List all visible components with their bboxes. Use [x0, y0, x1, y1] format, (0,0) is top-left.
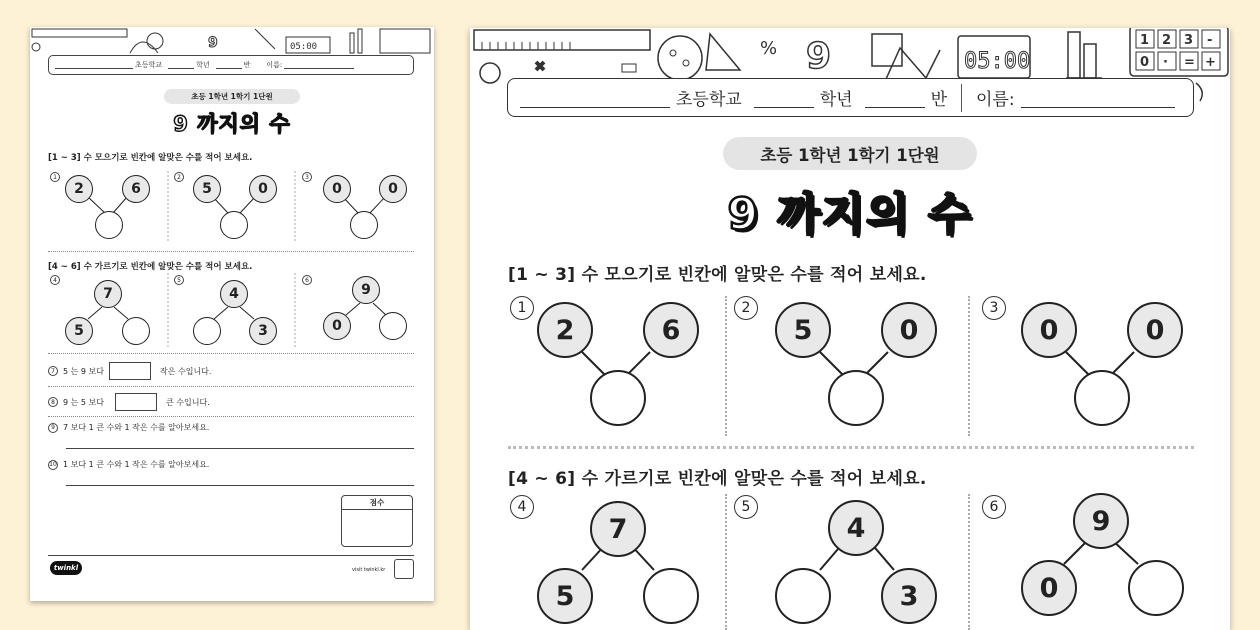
top-number: 9 — [352, 276, 380, 304]
footer-line — [48, 555, 414, 556]
bottom-left-number: 0 — [323, 312, 351, 340]
problem-number-1: 1 — [510, 296, 534, 320]
top-number: 9 — [1073, 493, 1129, 549]
svg-text:-: - — [1207, 33, 1213, 48]
twinkl-logo: twinkl — [50, 561, 82, 575]
problem-number-2: 2 — [734, 296, 758, 320]
answer-circle[interactable] — [590, 370, 646, 426]
question-text: 1 보다 1 큰 수와 1 작은 수를 알아보세요. — [63, 460, 210, 469]
problem-number-6: 6 — [302, 275, 312, 285]
svg-text:1: 1 — [1140, 33, 1150, 48]
grade-label: 학년 — [819, 90, 853, 110]
name-label: 이름: — [266, 61, 283, 69]
column-divider — [968, 296, 970, 436]
score-label: 점수 — [342, 496, 412, 510]
question-text: 9 는 5 보다 — [63, 397, 104, 407]
section2-instruction: [4 ~ 6] 수 가르기로 빈칸에 알맞은 수를 적어 보세요. — [508, 469, 927, 489]
answer-circle[interactable] — [1074, 370, 1130, 426]
name-label: 이름: — [976, 90, 1015, 110]
column-divider — [725, 296, 727, 436]
answer-circle[interactable] — [350, 211, 378, 239]
question-7 — [48, 362, 414, 380]
question-8 — [48, 393, 414, 411]
grade-label: 학년 — [196, 61, 210, 69]
answer-circle[interactable] — [828, 370, 884, 426]
answer-circle[interactable] — [220, 211, 248, 239]
bottom-right-number: 3 — [881, 568, 937, 624]
score-box — [341, 495, 413, 547]
question-text: 7 보다 1 큰 수와 1 작은 수를 알아보세요. — [63, 423, 210, 432]
problem-number-4: 4 — [510, 495, 534, 519]
svg-text:0: 0 — [1140, 55, 1150, 70]
answer-line[interactable] — [66, 448, 414, 449]
problem-number-4: 4 — [50, 275, 60, 285]
top-number: 4 — [220, 280, 248, 308]
top-right-number: 6 — [122, 175, 150, 203]
section-divider — [48, 353, 414, 354]
top-right-number: 0 — [881, 302, 937, 358]
top-left-number: 2 — [65, 175, 93, 203]
answer-line[interactable] — [66, 485, 414, 486]
class-label: 반 — [930, 90, 947, 110]
section-divider — [48, 251, 414, 252]
svg-text:%: % — [760, 38, 778, 59]
top-left-number: 5 — [775, 302, 831, 358]
bottom-left-number: 5 — [537, 568, 593, 624]
top-left-number: 0 — [323, 175, 351, 203]
unit-subtitle: 초등 1학년 1학기 1단원 — [723, 137, 977, 170]
section2-instruction: [4 ~ 6] 수 가르기로 빈칸에 알맞은 수를 적어 보세요. — [48, 262, 253, 272]
top-right-number: 0 — [1127, 302, 1183, 358]
answer-box[interactable] — [109, 362, 151, 380]
question-10 — [48, 459, 414, 470]
section-divider — [508, 446, 1194, 449]
top-left-number: 5 — [193, 175, 221, 203]
problem-number-5: 5 — [734, 495, 758, 519]
row-divider — [48, 416, 414, 417]
column-divider — [725, 494, 727, 630]
problem-number-3: 3 — [302, 172, 312, 182]
top-number: 4 — [828, 500, 884, 556]
problem-number-1: 1 — [50, 172, 60, 182]
unit-subtitle: 초등 1학년 1학기 1단원 — [164, 89, 300, 104]
top-number: 7 — [590, 501, 646, 557]
question-number: 10 — [49, 461, 57, 468]
worksheet-title: 9 까지의 수 — [727, 189, 973, 240]
svg-text:=: = — [1184, 55, 1195, 70]
answer-circle[interactable] — [122, 317, 150, 345]
bottom-left-number: 0 — [1021, 560, 1077, 616]
question-text: 5 는 9 보다 — [63, 366, 104, 376]
answer-circle[interactable] — [379, 312, 407, 340]
class-label: 반 — [243, 61, 251, 69]
svg-text:3: 3 — [1184, 33, 1194, 48]
top-left-number: 0 — [1021, 302, 1077, 358]
top-right-number: 6 — [643, 302, 699, 358]
bottom-right-number: 3 — [249, 317, 277, 345]
question-number: 9 — [48, 423, 58, 433]
question-text: 큰 수입니다. — [166, 397, 210, 407]
svg-text:05:00: 05:00 — [290, 42, 318, 52]
svg-text:+: + — [1205, 55, 1216, 70]
svg-text:9: 9 — [806, 36, 832, 77]
answer-box[interactable] — [115, 393, 157, 411]
school-label: 초등학교 — [676, 90, 742, 110]
answer-circle[interactable] — [1128, 560, 1184, 616]
top-number: 7 — [94, 280, 122, 308]
worksheet-title: 9 까지의 수 — [173, 112, 291, 136]
question-9 — [48, 422, 414, 433]
answer-circle[interactable] — [193, 317, 221, 345]
question-number: 8 — [48, 397, 58, 407]
worksheet-preview-small — [30, 27, 434, 601]
worksheet-preview-large — [470, 28, 1230, 630]
school-label: 초등학교 — [135, 61, 163, 69]
footer-url: visit twinkl.kr — [352, 567, 386, 573]
problem-number-2: 2 — [174, 172, 184, 182]
svg-text:9: 9 — [208, 35, 218, 51]
answer-circle[interactable] — [775, 568, 831, 624]
problem-number-6: 6 — [982, 495, 1006, 519]
top-right-number: 0 — [249, 175, 277, 203]
column-divider — [968, 494, 970, 630]
top-left-number: 2 — [537, 302, 593, 358]
svg-text:2: 2 — [1162, 33, 1172, 48]
question-text: 작은 수입니다. — [160, 366, 212, 376]
section1-instruction: [1 ~ 3] 수 모으기로 빈칸에 알맞은 수를 적어 보세요. — [48, 153, 253, 163]
svg-text:05:00: 05:00 — [964, 49, 1031, 74]
badge-icon — [394, 559, 414, 579]
answer-circle[interactable] — [95, 211, 123, 239]
bottom-left-number: 5 — [65, 317, 93, 345]
answer-circle[interactable] — [643, 568, 699, 624]
top-right-number: 0 — [379, 175, 407, 203]
row-divider — [48, 386, 414, 387]
question-number: 7 — [48, 366, 58, 376]
problem-number-5: 5 — [174, 275, 184, 285]
section1-instruction: [1 ~ 3] 수 모으기로 빈칸에 알맞은 수를 적어 보세요. — [508, 265, 927, 285]
problem-number-3: 3 — [982, 296, 1006, 320]
svg-text:·: · — [1163, 55, 1168, 70]
